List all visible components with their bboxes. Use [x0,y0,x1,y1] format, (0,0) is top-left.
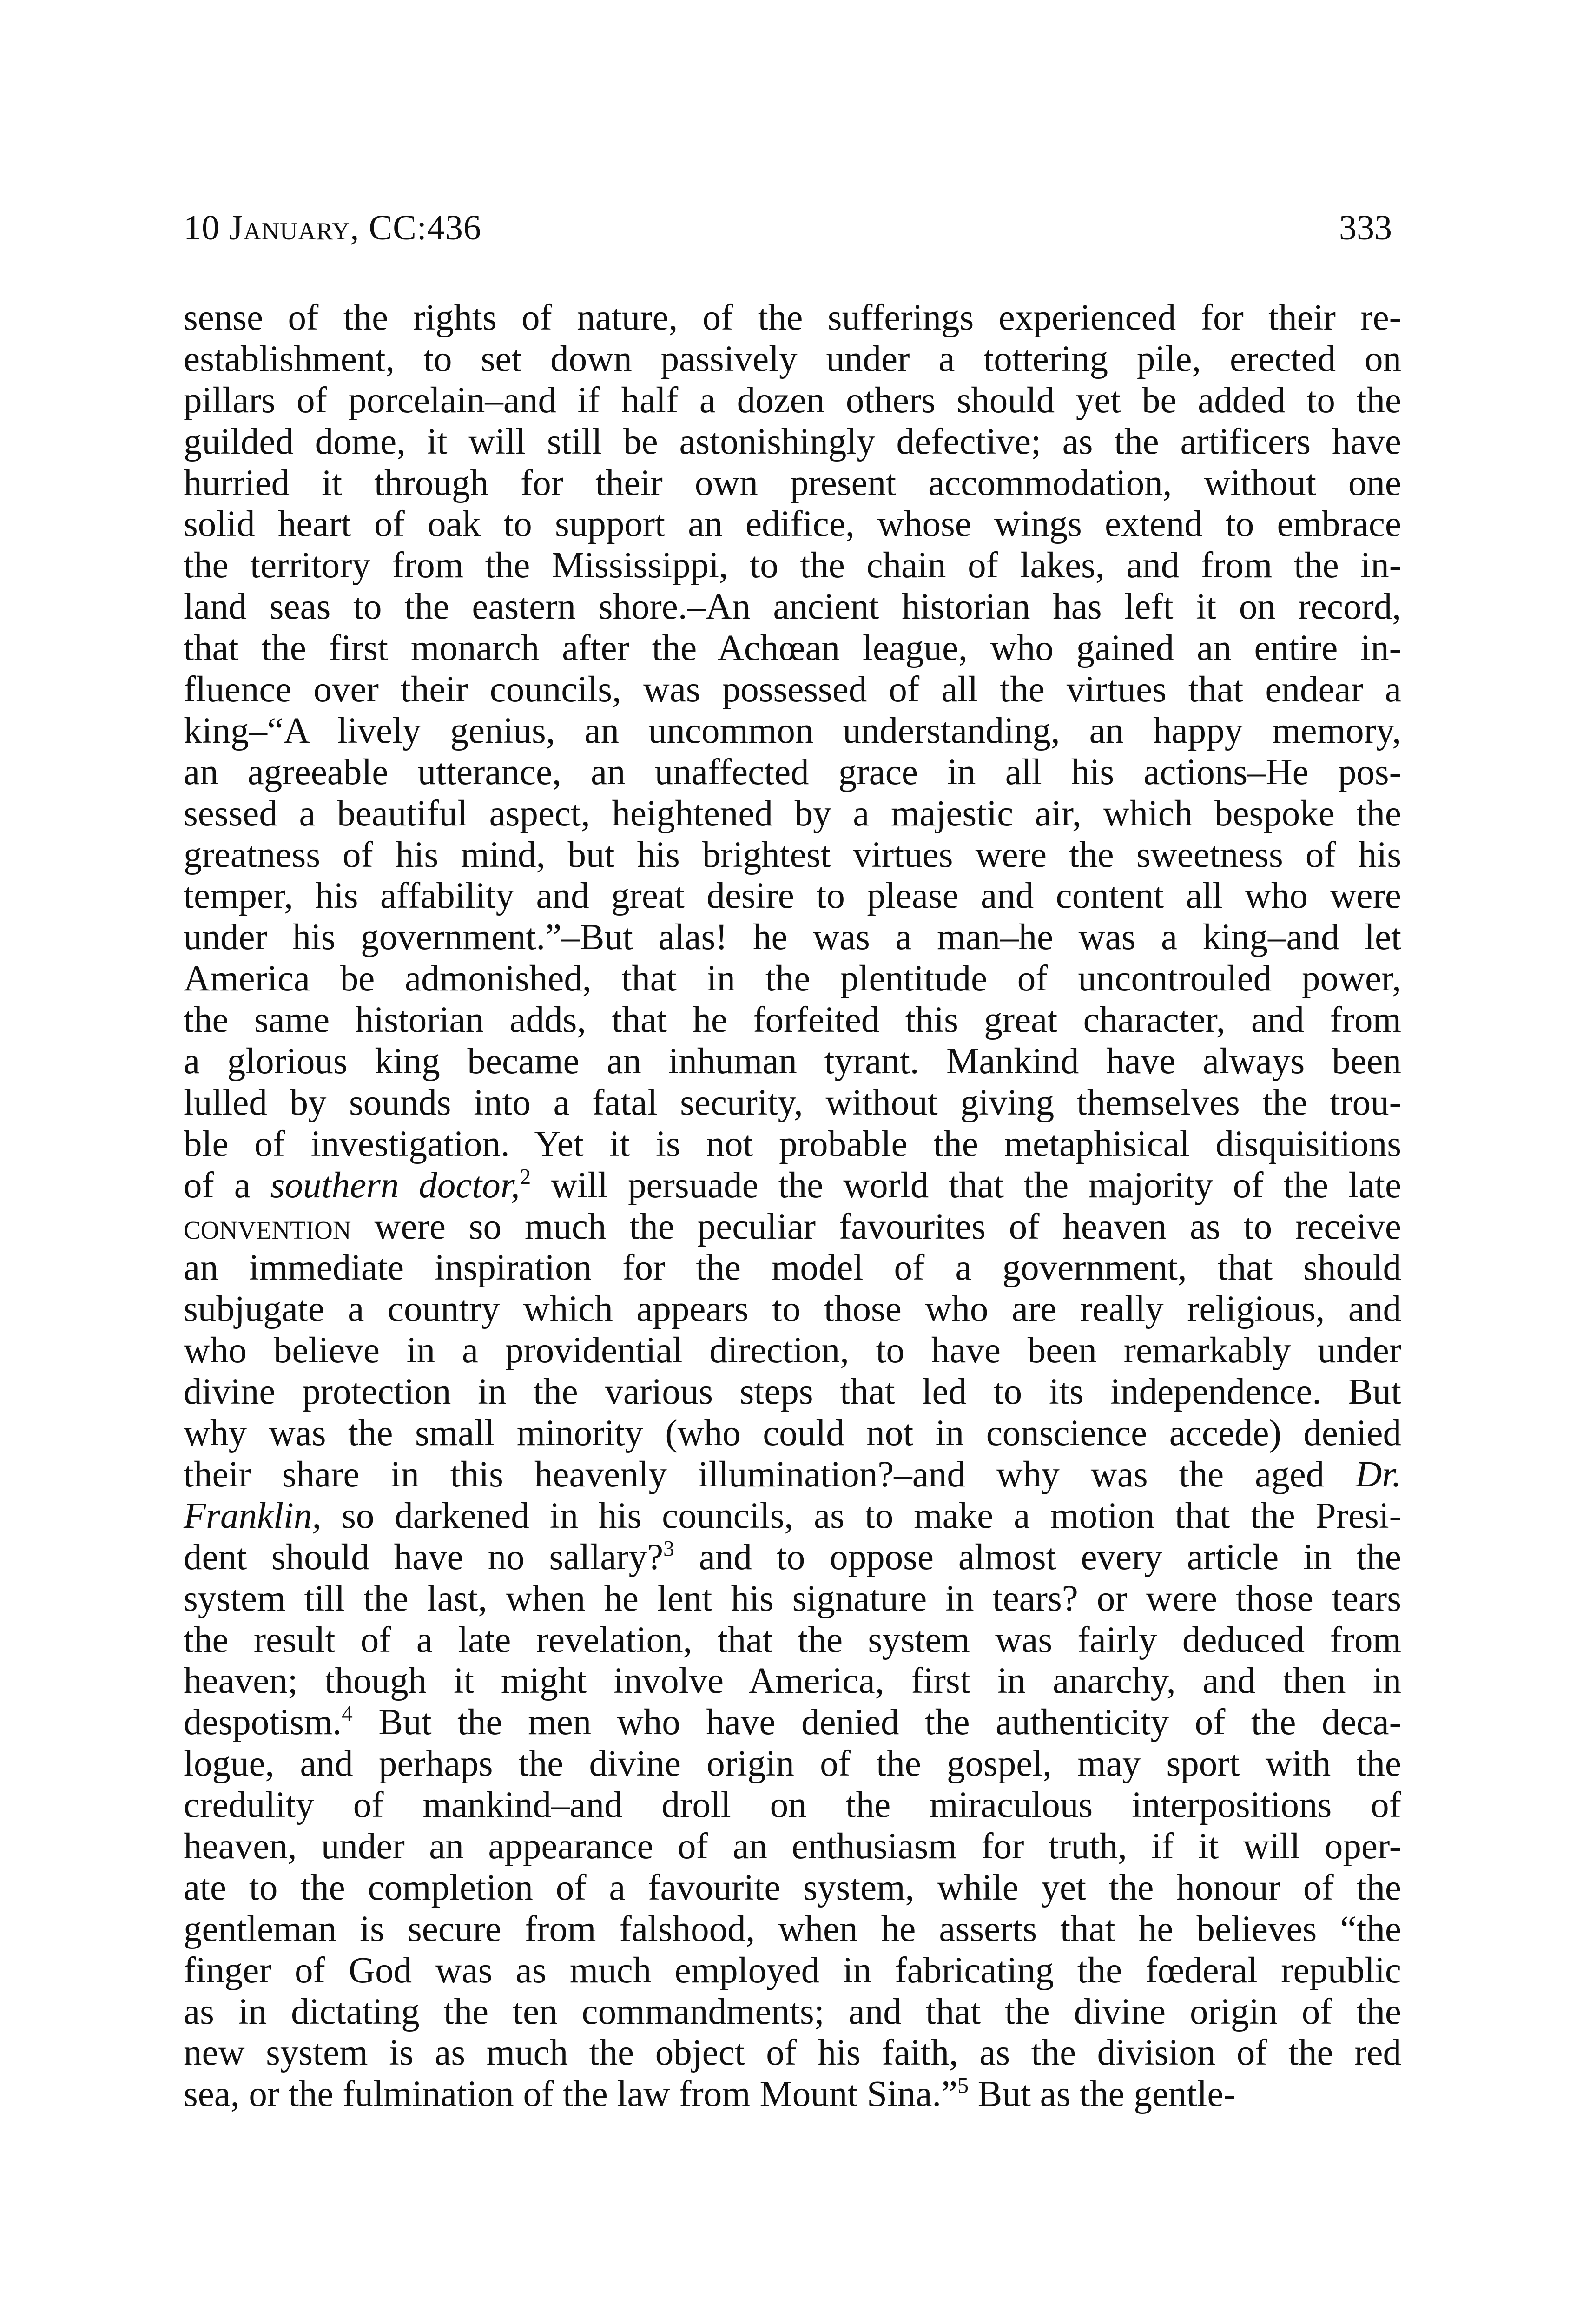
text-run: of a [184,1165,270,1206]
text-line: an agreeable utterance, an unaffected grace in all his actions–He pos- [184,752,1401,792]
text-run: despotism. [184,1702,342,1743]
text-line: divine protection in the various steps that led to its independence. But [184,1372,1401,1413]
smallcaps-run: convention [184,1206,351,1247]
text-line: king–“A lively genius, an uncommon understanding, an happy memory, [184,710,1401,751]
text-line [184,2074,1401,2115]
text-line: heaven; though it might involve America, first in anarchy, and then in [184,1661,1401,1702]
footnote-reference: 2 [520,1165,531,1189]
page-number: 333 [1339,208,1392,247]
text-line: pillars of porcelain–and if half a dozen others should yet be added to the [184,380,1401,421]
italic-run: Franklin, [184,1495,322,1536]
text-line [184,1702,1401,1743]
text-line: ble of investigation. Yet it is not probable the metaphisical disquisitions [184,1123,1401,1164]
text-line: the same historian adds, that he forfeited this great character, and from [184,1000,1401,1041]
text-line: the territory from the Mississippi, to the chain of lakes, and from the in- [184,545,1401,586]
footnote-reference: 5 [957,2073,969,2098]
text-line: hurried it through for their own present accommodation, without one [184,462,1401,503]
text-line: why was the small minority (who could not in conscience accede) denied [184,1413,1401,1454]
footnote-reference: 3 [663,1537,674,1561]
text-line [184,1454,1401,1496]
text-line: ate to the completion of a favourite system, while yet the honour of the [184,1867,1401,1908]
text-line: a glorious king became an inhuman tyrant. Mankind have always been [184,1041,1401,1082]
text-line: heaven, under an appearance of an enthusiasm for truth, if it will oper- [184,1826,1401,1867]
italic-run: southern doctor, [270,1165,520,1206]
text-line: system till the last, when he lent his signature in tears? or were those tears [184,1578,1401,1619]
text-line: logue, and perhaps the divine origin of the gospel, may sport with the [184,1743,1401,1784]
text-run: their share in this heavenly illumination?–and why was the aged [184,1454,1356,1495]
text-line: sense of the rights of nature, of the sufferings experienced for their re- [184,297,1401,338]
text-line: fluence over their councils, was possessed of all the virtues that endear a [184,669,1401,710]
text-line: under his government.”–But alas! he was a man–he was a king–and let [184,917,1401,958]
text-line: land seas to the eastern shore.–An ancient historian has left it on record, [184,587,1401,627]
text-line: lulled by sounds into a fatal security, without giving themselves the trou- [184,1082,1401,1123]
text-line: the result of a late revelation, that the system was fairly deduced from [184,1619,1401,1660]
text-line [184,1207,1401,1248]
text-line: subjugate a country which appears to those who are really religious, and [184,1289,1401,1330]
text-line: an immediate inspiration for the model of a government, that should [184,1248,1401,1288]
text-line: sessed a beautiful aspect, heightened by a majestic air, which bespoke the [184,793,1401,834]
text-line: that the first monarch after the Achœan league, who gained an entire in- [184,628,1401,669]
text-line: new system is as much the object of his faith, as the division of the red [184,2033,1401,2073]
text-line: gentleman is secure from falshood, when he asserts that he believes “the [184,1908,1401,1949]
text-line [184,1537,1401,1578]
text-line [184,1496,1401,1537]
text-line: who believe in a providential direction, to have been remarkably under [184,1330,1401,1371]
text-run: and to oppose almost every article in the [674,1537,1401,1578]
text-run: were so much the peculiar favourites of heaven as to receive [351,1206,1401,1247]
text-run: will persuade the world that the majority of the late [531,1165,1402,1206]
text-run: dent should have no sallary? [184,1537,664,1578]
text-run: sea, or the fulmination of the law from Mount Sina.” [184,2074,958,2115]
text-line: America be admonished, that in the plentitude of uncontrouled power, [184,958,1401,999]
text-run: so darkened in his councils, as to make a motion that the Presi- [321,1495,1401,1536]
italic-run: Dr. [1355,1454,1401,1495]
text-line: credulity of mankind–and droll on the miraculous interpositions of [184,1785,1401,1826]
running-head-left: 10 January, CC:436 [184,208,481,247]
text-line [184,1165,1401,1207]
text-line: greatness of his mind, but his brightest virtues were the sweetness of his [184,834,1401,875]
document-page [184,205,1401,2115]
text-line: as in dictating the ten commandments; and that the divine origin of the [184,1991,1401,2032]
text-line: finger of God was as much employed in fabricating the fœderal republic [184,1950,1401,1991]
text-line: guilded dome, it will still be astonishingly defective; as the artificers have [184,421,1401,462]
running-head [184,205,1401,251]
text-line: solid heart of oak to support an edifice, whose wings extend to embrace [184,504,1401,545]
body-text [184,297,1401,2115]
text-run: But the men who have denied the authenticity of the deca- [352,1702,1401,1743]
footnote-reference: 4 [342,1702,353,1726]
text-run: But as the gentle- [968,2074,1236,2115]
text-line: establishment, to set down passively under a tottering pile, erected on [184,338,1401,379]
text-line: temper, his affability and great desire to please and content all who were [184,876,1401,917]
